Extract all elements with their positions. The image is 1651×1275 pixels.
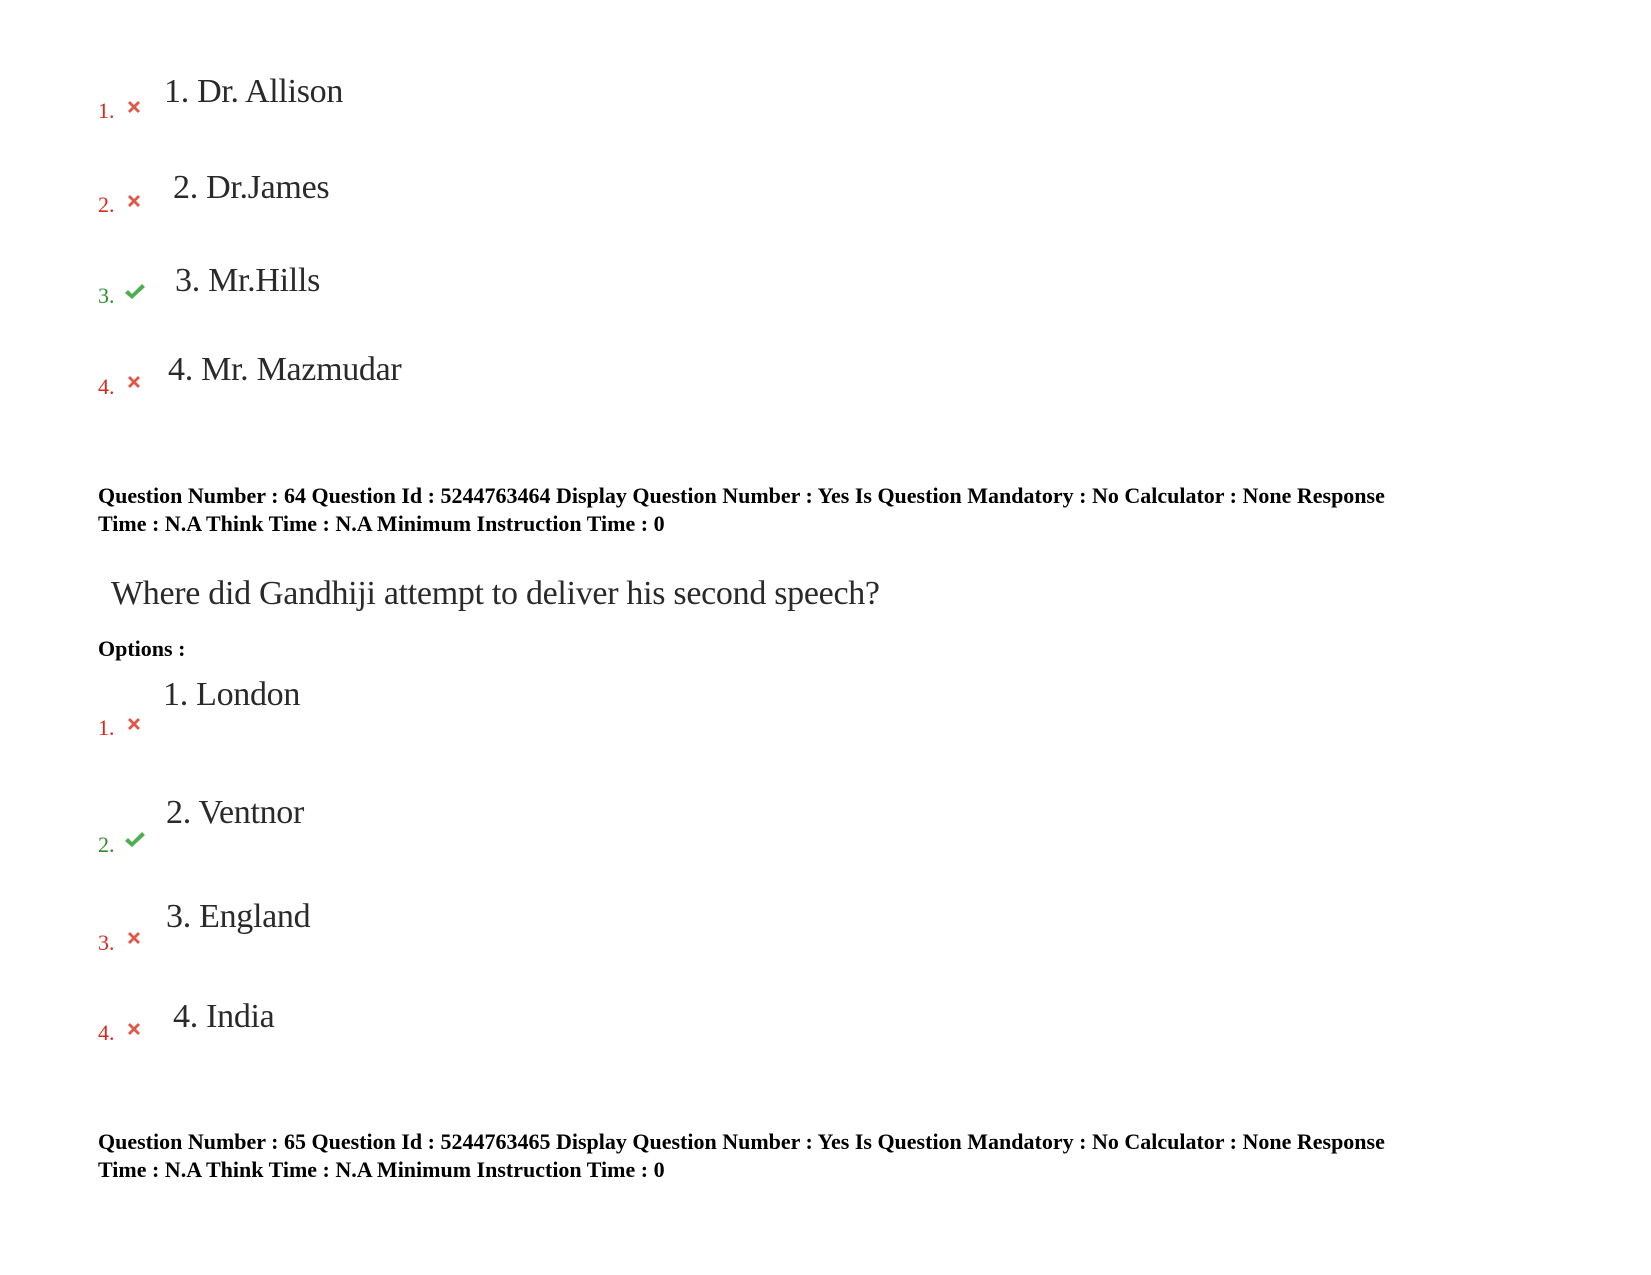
cross-icon [124,372,144,392]
option-text: 3. Mr.Hills [175,262,321,299]
question-metadata [98,1128,1578,1184]
cross-icon [124,714,144,734]
option-number: 3. [98,930,115,955]
metadata-line: Time : N.A Think Time : N.A Minimum Instruction Time : 0 [98,1157,665,1182]
option-number: 4. [98,1020,115,1045]
check-icon [123,282,147,302]
option-number: 2. [98,832,115,857]
options-label: Options : [98,636,186,661]
cross-icon [124,928,144,948]
option-number: 1. [98,715,115,740]
cross-icon [124,1019,144,1039]
question-text: Where did Gandhiji attempt to deliver his second speech? [111,575,880,612]
cross-icon [124,191,144,211]
option-number: 2. [98,192,115,217]
option-text: 1. London [163,676,301,713]
option-text: 2. Dr.James [173,169,330,206]
option-text: 4. India [173,998,275,1035]
metadata-line: Time : N.A Think Time : N.A Minimum Instruction Time : 0 [98,511,665,536]
option-number: 1. [98,98,115,123]
option-number: 4. [98,374,115,399]
option-number: 3. [98,283,115,308]
check-icon [123,830,147,850]
option-text: 3. England [166,898,311,935]
option-text: 4. Mr. Mazmudar [168,351,402,388]
metadata-line: Question Number : 65 Question Id : 5244763465 Display Question Number : Yes Is Question Mandatory : No Calculator : None Response [98,1129,1385,1154]
cross-icon [124,97,144,117]
option-text: 1. Dr. Allison [164,73,344,110]
option-text: 2. Ventnor [166,794,305,831]
question-metadata [98,482,1578,538]
metadata-line: Question Number : 64 Question Id : 5244763464 Display Question Number : Yes Is Question Mandatory : No Calculator : None Response [98,483,1385,508]
